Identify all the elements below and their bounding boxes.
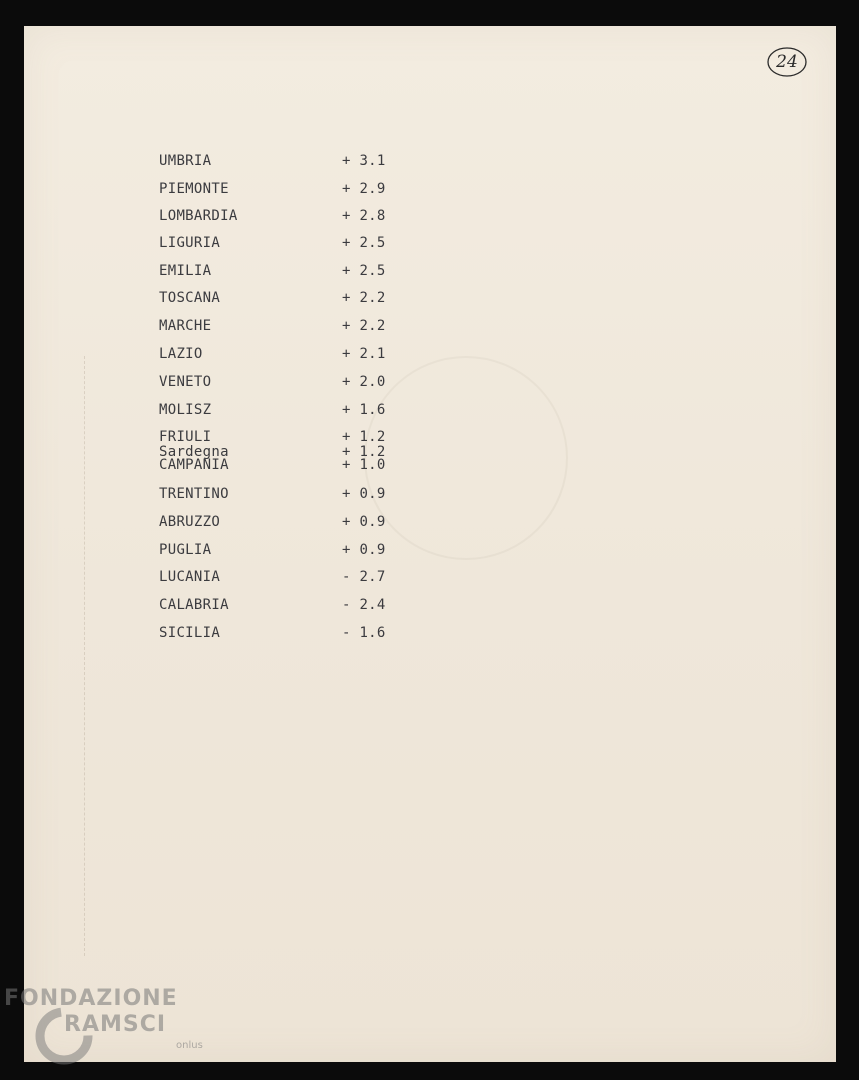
region-value: - 2.7 — [342, 569, 386, 585]
list-item — [24, 263, 836, 283]
region-value: + 2.9 — [342, 181, 386, 197]
list-item — [24, 290, 836, 310]
region-name: LAZIO — [159, 346, 203, 362]
region-value: + 0.9 — [342, 542, 386, 558]
region-name: LUCANIA — [159, 569, 221, 585]
region-value: - 2.4 — [342, 597, 386, 613]
list-item — [24, 346, 836, 366]
list-item — [24, 153, 836, 173]
list-item — [24, 625, 836, 645]
region-value: + 2.2 — [342, 290, 386, 306]
list-item — [24, 569, 836, 589]
region-value: - 1.6 — [342, 625, 386, 641]
document-page — [24, 26, 836, 1062]
watermark-logo — [4, 986, 224, 1076]
list-item — [24, 514, 836, 534]
page-number-text: 24 — [776, 52, 798, 72]
region-value: + 3.1 — [342, 153, 386, 169]
region-name: Sardegna — [159, 444, 229, 460]
region-value: + 2.8 — [342, 208, 386, 224]
region-name: EMILIA — [159, 263, 212, 279]
region-name: ABRUZZO — [159, 514, 221, 530]
region-value: + 2.5 — [342, 263, 386, 279]
region-name: MOLISZ — [159, 402, 212, 418]
list-item — [24, 181, 836, 201]
region-name: VENETO — [159, 374, 212, 390]
region-name: LIGURIA — [159, 235, 221, 251]
region-value: + 0.9 — [342, 514, 386, 530]
region-name: FRIULI — [159, 429, 212, 445]
list-item — [24, 457, 836, 477]
region-name: MARCHE — [159, 318, 212, 334]
region-name: TOSCANA — [159, 290, 221, 306]
region-value: + 0.9 — [342, 486, 386, 502]
region-name: CAMPANIA — [159, 457, 229, 473]
list-item — [24, 374, 836, 394]
region-value: + 1.2 — [342, 444, 386, 460]
region-name: SICILIA — [159, 625, 221, 641]
watermark-line1: FONDAZIONE — [4, 986, 178, 1011]
list-item — [24, 235, 836, 255]
region-name: PIEMONTE — [159, 181, 229, 197]
region-name: TRENTINO — [159, 486, 229, 502]
regions-list — [24, 26, 836, 1062]
region-value: + 1.2 — [342, 429, 386, 445]
list-item — [24, 486, 836, 506]
list-item — [24, 318, 836, 338]
region-value: + 1.6 — [342, 402, 386, 418]
list-item — [24, 597, 836, 617]
region-value: + 1.0 — [342, 457, 386, 473]
watermark-line2: RAMSCI — [64, 1012, 167, 1037]
region-name: PUGLIA — [159, 542, 212, 558]
region-name: UMBRIA — [159, 153, 212, 169]
region-value: + 2.0 — [342, 374, 386, 390]
region-name: CALABRIA — [159, 597, 229, 613]
watermark-line3: onlus — [176, 1040, 203, 1051]
region-name: LOMBARDIA — [159, 208, 238, 224]
region-value: + 2.5 — [342, 235, 386, 251]
list-item — [24, 402, 836, 422]
list-item — [24, 542, 836, 562]
list-item — [24, 208, 836, 228]
region-value: + 2.2 — [342, 318, 386, 334]
region-value: + 2.1 — [342, 346, 386, 362]
